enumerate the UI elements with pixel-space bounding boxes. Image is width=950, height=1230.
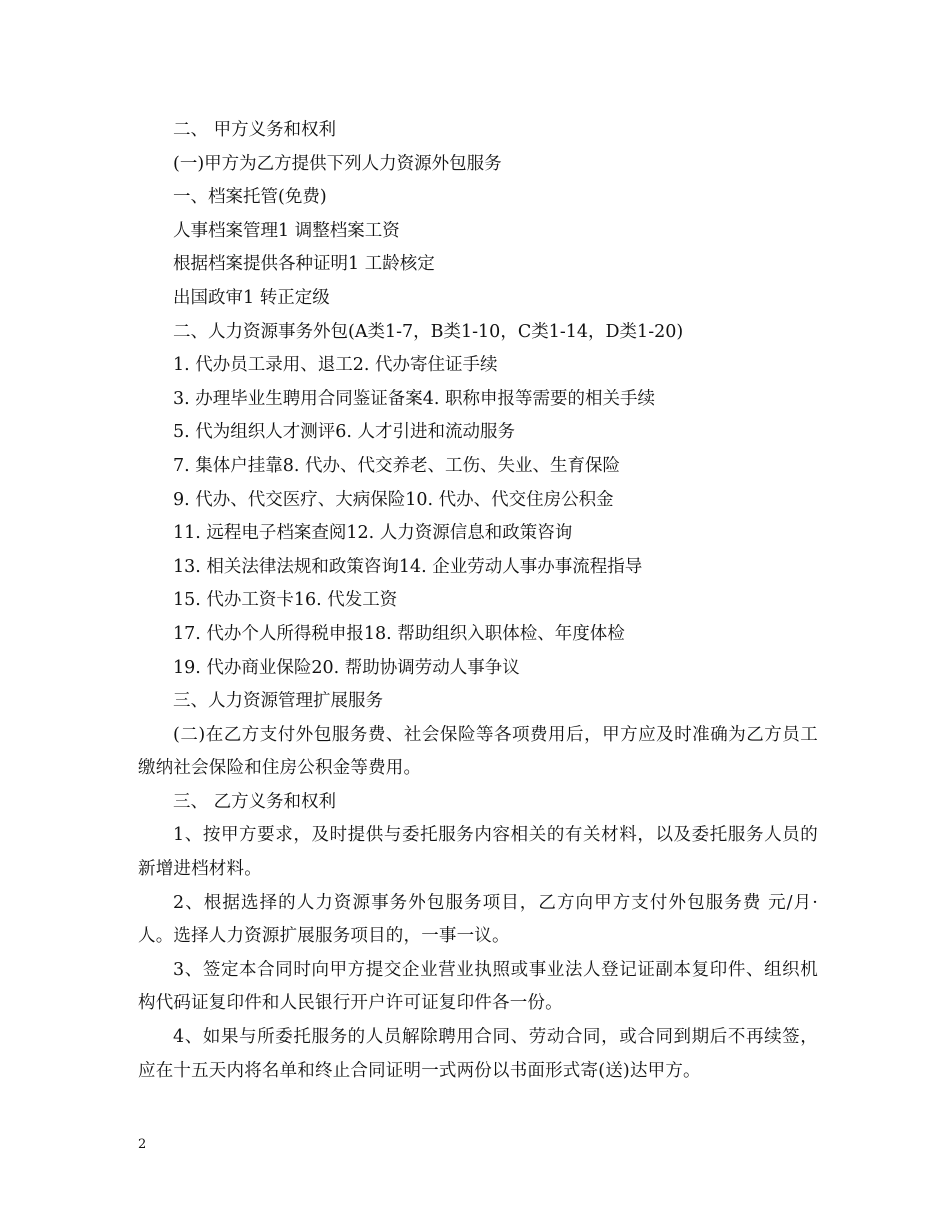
service-line: 13. 相关法律法规和政策咨询14. 企业劳动人事办事流程指导 <box>173 556 643 577</box>
service-line: 1. 代办员工录用、退工2. 代办寄住证手续 <box>173 355 498 376</box>
service-line: 根据档案提供各种证明1 工龄核定 <box>173 254 435 275</box>
service-line: 17. 代办个人所得税申报18. 帮助组织入职体检、年度体检 <box>173 623 625 644</box>
service-line: 人事档案管理1 调整档案工资 <box>173 220 400 241</box>
paragraph-clause-2: 2、根据选择的人力资源事务外包服务项目，乙方向甲方支付外包服务费 元/月·人。选择人力资源扩展服务项目的，一事一议。 <box>138 892 818 947</box>
section-heading-party-b: 三、 乙方义务和权利 <box>173 791 337 812</box>
service-category-archive: 一、档案托管(免费) <box>173 187 327 208</box>
paragraph-clause-1: 1、按甲方要求，及时提供与委托服务内容相关的有关材料，以及委托服务人员的新增进档材料。 <box>138 825 818 880</box>
service-line: 5. 代为组织人才测评6. 人才引进和流动服务 <box>173 422 516 443</box>
service-category-hr-affairs: 二、人力资源事务外包(A类1-7，B类1-10，C类1-14，D类1-20) <box>173 321 684 342</box>
section-heading-party-a: 二、 甲方义务和权利 <box>173 120 337 140</box>
service-line: 11. 远程电子档案查阅12. 人力资源信息和政策咨询 <box>173 523 573 544</box>
service-line: 15. 代办工资卡16. 代发工资 <box>173 590 398 611</box>
paragraph-clause-4: 4、如果与所委托服务的人员解除聘用合同、劳动合同，或合同到期后不再续签，应在十五天内将名单和终止合同证明一式两份以书面形式寄(送)达甲方。 <box>138 1027 818 1081</box>
service-line: 19. 代办商业保险20. 帮助协调劳动人事争议 <box>173 657 520 678</box>
service-line: 3. 办理毕业生聘用合同鉴证备案4. 职称申报等需要的相关手续 <box>173 388 656 409</box>
paragraph-clause-3: 3、签定本合同时向甲方提交企业营业执照或事业法人登记证副本复印件、组织机构代码证复印件和人民银行开户许可证复印件各一份。 <box>138 959 818 1014</box>
paragraph-payment-obligation: (二)在乙方支付外包服务费、社会保险等各项费用后，甲方应及时准确为乙方员工缴纳社会保险和住房公积金等费用。 <box>138 724 818 779</box>
subsection-heading-services: (一)甲方为乙方提供下列人力资源外包服务 <box>173 153 502 174</box>
service-line: 9. 代办、代交医疗、大病保险10. 代办、代交住房公积金 <box>173 489 614 510</box>
service-line: 7. 集体户挂靠8. 代办、代交养老、工伤、失业、生育保险 <box>173 455 621 476</box>
service-line: 出国政审1 转正定级 <box>173 287 330 308</box>
page-number: 2 <box>138 1137 147 1152</box>
document-body <box>138 114 818 1088</box>
service-category-hr-management: 三、人力资源管理扩展服务 <box>173 691 383 712</box>
